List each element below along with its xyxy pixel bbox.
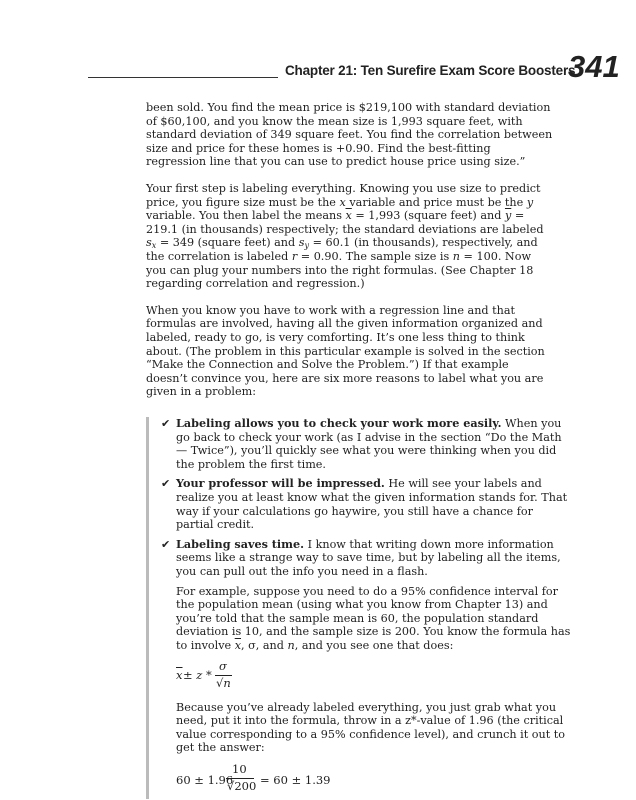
y-bar-symbol: $\overline{y}$ bbox=[504, 209, 512, 223]
body-text bbox=[146, 101, 553, 412]
running-header bbox=[88, 49, 620, 92]
chapter-title: Chapter 21: Ten Surefire Exam Score Boosters bbox=[285, 63, 576, 78]
confidence-interval-formula: $\overline{x}$ ± z * σ √n bbox=[176, 658, 231, 690]
paragraph-problem-statement: been sold. You find the mean price is $219,100 with standard deviation of $60,100, and you know the mean size is 1,993 square feet, with standard deviation of 349 square feet. You find the correlation between size and price for these homes is +0.90. Find the best-fitting regression line that you can use to predict house price using size.” bbox=[146, 101, 553, 169]
reasons-list bbox=[146, 417, 573, 799]
list-item: ✔ Your professor will be impressed. He will see your labels and realize you at least know what the given information stands for. That way if your calculations go haywire, you still have a chance for partial credit. bbox=[161, 476, 568, 532]
example-paragraph: For example, suppose you need to do a 95% confidence interval for the population mean (using what you know from Chapter 13) and you’re told that the sample mean is 60, the population standard deviation is 10, and the sample size is 200. You know the formula has to involve $\overline{x}$, σ, and n, and you see one that does: bbox=[176, 584, 571, 652]
answer-paragraph: Because you’ve already labeled everything, you just grab what you need, put it into the formula, throw in a z*-value of 1.96 (the critical value corresponding to a 95% confidence level), and crunch it out to get the answer: bbox=[176, 700, 566, 755]
page-number: 341 bbox=[568, 49, 620, 84]
paragraph-labeling-step: Your first step is labeling everything. Knowing you use size to predict price, you figure size must be the x variable and price must be the y variable. You then label the means $\overline{x} = 1,993$ (square feet) and $\overline{y} = 219.1$ (in thousands) respectively; the standard deviations are labeled $s_x = 349$ (square feet) and $s_y = 60.1$ (in thousands), respectively, and the correlation is labeled r = 0.90. The sample size is n = 100. Now you can plug your numbers into the right formulas. (See Chapter 18 regarding correlation and regression.) bbox=[146, 181, 544, 291]
computed-interval-formula: 60 ± 1.96 10 √200 = 60 ± 1.39 bbox=[176, 761, 331, 793]
check-mark-icon: ✔ bbox=[161, 417, 171, 430]
list-item: ✔ Labeling saves time. I know that writing down more information seems like a strange way to save time, but by labeling all the items, you can pull out the info you need in a flash. bbox=[161, 536, 561, 578]
x-bar-symbol: $\overline{x}$ bbox=[345, 209, 352, 223]
paragraph-why-label: When you know you have to work with a regression line and that formulas are involved, having all the given information organized and labeled, ready to go, is very comforting. It’s one less thing to think about. (The problem in this particular example is solved in the section “Make the Connection and Solve the Problem.”) If that example doesn’t convince you, here are six more reasons to label what you are given in a problem: bbox=[146, 303, 545, 399]
list-item: ✔ Labeling allows you to check your work more easily. When you go back to check your work (as I advise in the section “Do the Math — Twice”), you’ll quickly see what you were thinking when you did the problem the first time. bbox=[161, 416, 562, 471]
check-mark-icon: ✔ bbox=[161, 537, 171, 551]
check-mark-icon: ✔ bbox=[161, 477, 171, 491]
header-rule bbox=[88, 77, 278, 78]
